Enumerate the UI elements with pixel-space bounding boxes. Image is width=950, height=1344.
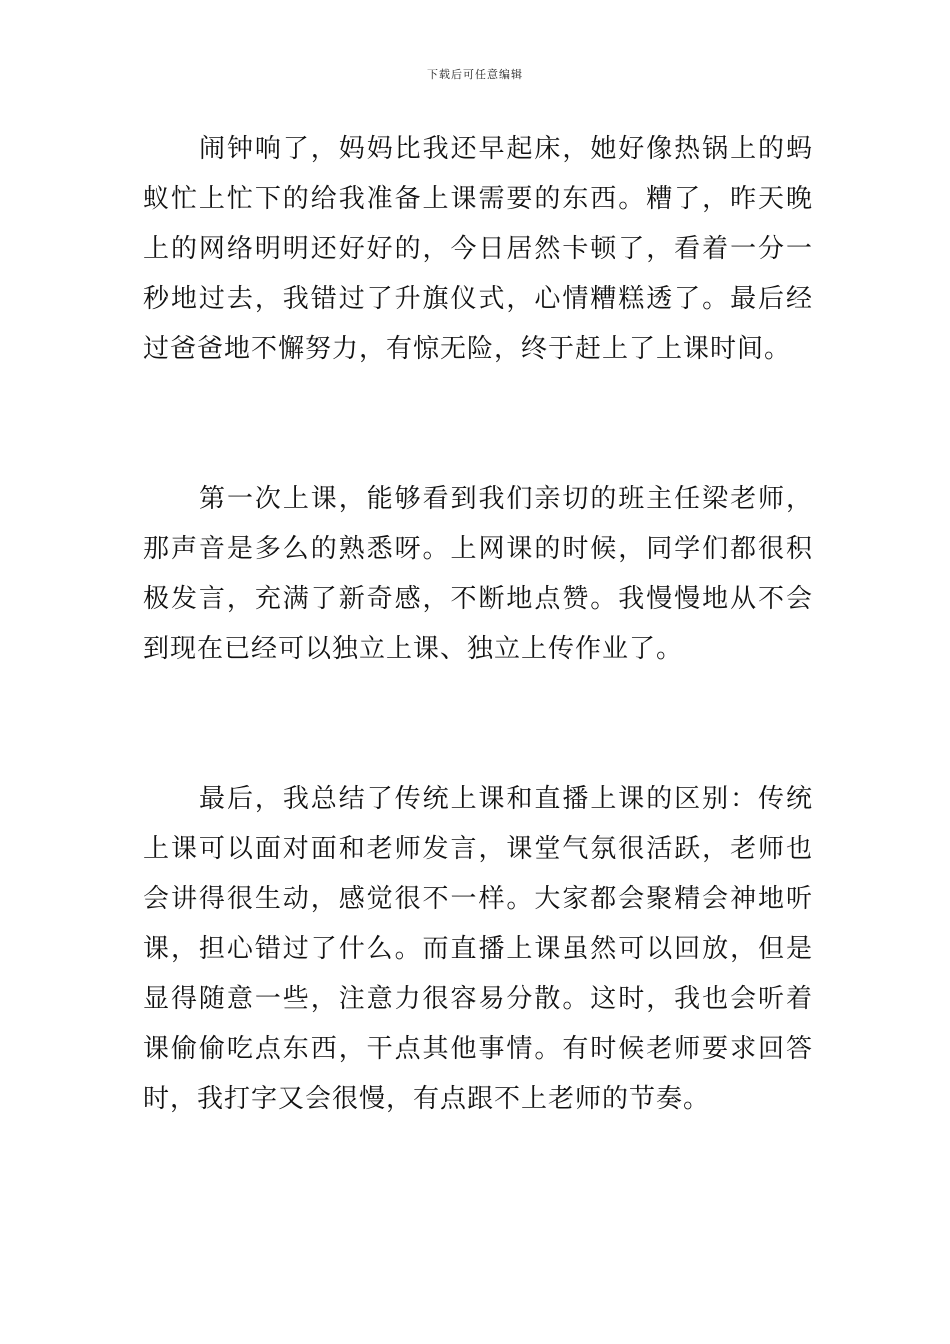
page-header-note: 下载后可任意编辑 [427,68,523,81]
paragraph-2: 第一次上课，能够看到我们亲切的班主任梁老师，那声音是多么的熟悉呀。上网课的时候，同学们都很积极发言，充满了新奇感，不断地点赞。我慢慢地从不会到现在已经可以独立上课、独立上传作业了。 [143,484,813,664]
paragraph-3: 最后，我总结了传统上课和直播上课的区别：传统上课可以面对面和老师发言，课堂气氛很活跃，老师也会讲得很生动，感觉很不一样。大家都会聚精会神地听课，担心错过了什么。而直播上课虽然可以回放，但是显得随意一些，注意力很容易分散。这时，我也会听着课偷偷吃点东西，干点其他事情。有时候老师要求回答时，我打字又会很慢，有点跟不上老师的节奏。 [143,784,813,1114]
paragraph-1: 闹钟响了，妈妈比我还早起床，她好像热锅上的蚂蚁忙上忙下的给我准备上课需要的东西。糟了，昨天晚上的网络明明还好好的，今日居然卡顿了，看着一分一秒地过去，我错过了升旗仪式，心情糟糕透了。最后经过爸爸地不懈努力，有惊无险，终于赶上了上课时间。 [143,134,813,364]
